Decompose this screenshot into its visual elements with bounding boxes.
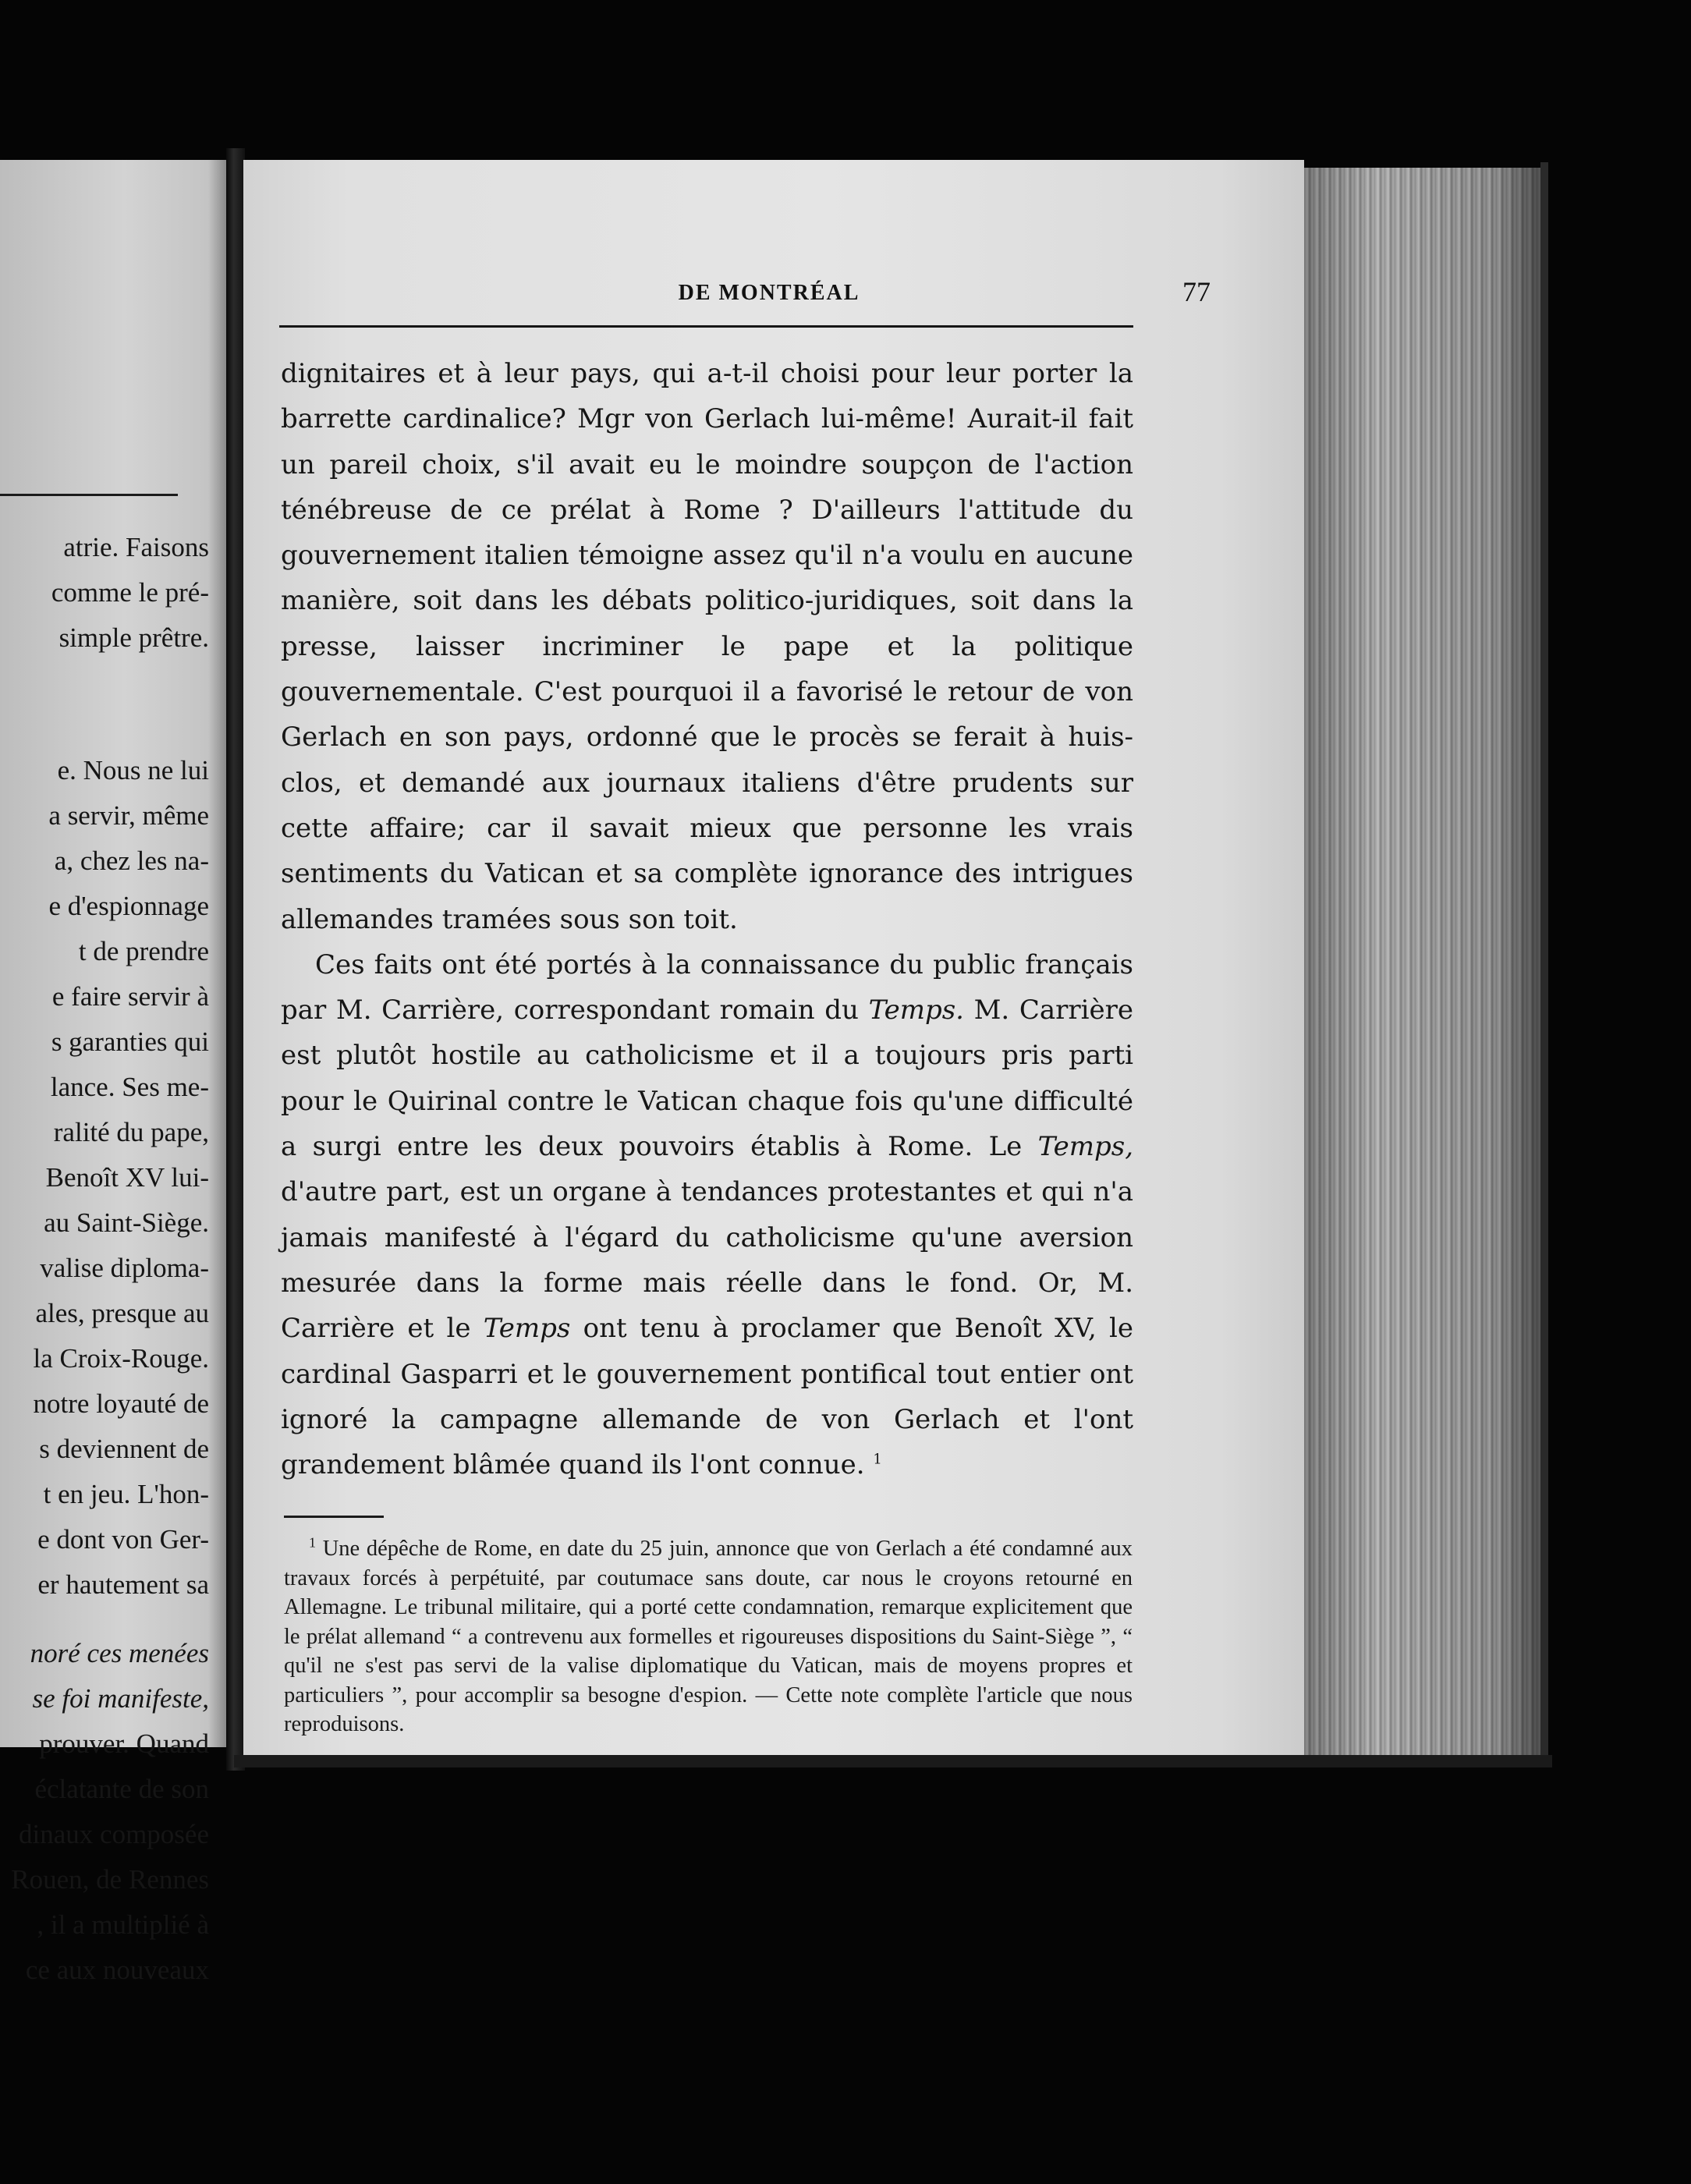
book-gutter xyxy=(226,148,245,1771)
newspaper-title: Temps. xyxy=(868,994,964,1026)
previous-page-line: Benoît XV lui- xyxy=(45,1162,209,1193)
previous-page-line: t en jeu. L'hon- xyxy=(43,1479,209,1509)
page-number: 77 xyxy=(1182,276,1211,307)
header-rule xyxy=(279,325,1133,328)
previous-page-line: prouver. Quand xyxy=(39,1728,209,1759)
previous-page-line: la Croix-Rouge. xyxy=(33,1343,209,1374)
previous-page-line: comme le pré- xyxy=(51,577,209,608)
previous-page-line: lance. Ses me- xyxy=(50,1072,209,1102)
newspaper-title: Temps, xyxy=(1037,1131,1134,1163)
text-run: d'autre part, est un organe à tendances protestantes et qui n'a jamais manifesté à l'égard du catholicisme qu'une aversion mesurée dans la forme mais réelle dans le fond. Or, M. Carrière et le xyxy=(281,1176,1133,1345)
running-head: DE MONTRÉAL xyxy=(678,281,860,305)
previous-page-line: , il a multiplié à xyxy=(37,1909,209,1940)
previous-page-line: Rouen, de Rennes xyxy=(11,1864,209,1895)
previous-page-line: e. Nous ne lui xyxy=(57,755,209,785)
book-edge-cut xyxy=(1540,162,1548,1763)
previous-page-line: ralité du pape, xyxy=(53,1117,209,1147)
previous-page-line: s deviennent de xyxy=(39,1434,209,1464)
paragraph xyxy=(281,942,1133,1488)
previous-page-line: s garanties qui xyxy=(51,1026,209,1057)
footnote-marker: 1 xyxy=(309,1534,316,1551)
previous-page-line: simple prêtre. xyxy=(58,622,209,653)
text-run: Ces faits ont été portés à la connaissance du public français par M. Carrière, correspondant romain du xyxy=(281,948,1133,1026)
previous-page-header-rule xyxy=(0,494,178,496)
previous-page-line: er hautement sa xyxy=(37,1569,209,1600)
previous-page xyxy=(0,160,226,1985)
previous-page-line: au Saint-Siège. xyxy=(44,1207,209,1238)
previous-page-line: notre loyauté de xyxy=(33,1388,209,1419)
book-edge-shading xyxy=(1304,168,1543,1763)
footnote-rule xyxy=(284,1516,384,1518)
paragraph: dignitaires et à leur pays, qui a-t-il choisi pour leur porter la barrette cardinalice? Mgr von Gerlach lui-même! Aurait-il fait un pareil choix, s'il avait eu le moindre soupçon de l'action ténébreuse de ce prélat à Rome ? D'ailleurs l'attitude du gouvernement italien témoigne assez qu'il n'a voulu en aucune manière, soit dans les débats politico-juridiques, soit dans la presse, laisser incriminer le pape et la politique gouvernementale. C'est pourquoi il a favorisé le retour de von Gerlach en son pays, ordonné que le procès se ferait à huis-clos, et demandé aux journaux italiens d'être prudents sur cette affaire; car il savait mieux que personne les vrais sentiments du Vatican et sa complète ignorance des intrigues allemandes tramées sous son toit. xyxy=(281,358,1133,935)
newspaper-title: Temps xyxy=(483,1313,571,1345)
previous-page-line: atrie. Faisons xyxy=(63,532,209,562)
previous-page-line: ales, presque au xyxy=(35,1298,209,1328)
body-text xyxy=(281,351,1133,1487)
previous-page-line: a, chez les na- xyxy=(54,846,209,876)
previous-page-line: se foi manifeste, xyxy=(32,1683,209,1714)
previous-page-line: noré ces menées xyxy=(30,1638,209,1668)
text-run: ont tenu à proclamer que Benoît XV, le cardinal Gasparri et le gouvernement pontifical tout entier ont ignoré la campagne allemande de von Gerlach et l'ont grandement blâmée quand ils l'ont connue. xyxy=(281,1313,1134,1481)
text-run: M. Carrière est plutôt hostile au catholicisme et il a toujours pris parti pour le Quirinal contre le Vatican chaque fois qu'une difficulté a surgi entre les deux pouvoirs établis à Rome. Le xyxy=(281,994,1134,1163)
previous-page-line: ce aux nouveaux xyxy=(25,1955,209,1985)
current-page xyxy=(243,160,1304,1763)
previous-page-line: éclatante de son xyxy=(34,1774,209,1804)
previous-page-line: e dont von Ger- xyxy=(37,1524,209,1555)
previous-page-line: a servir, même xyxy=(48,800,209,831)
book-bottom-shadow xyxy=(234,1755,1552,1767)
footnote-reference: 1 xyxy=(873,1451,882,1468)
previous-page-line: e faire servir à xyxy=(51,981,209,1012)
footnote-text: Une dépêche de Rome, en date du 25 juin, annonce que von Gerlach a été condamné aux travaux forcés à perpétuité, par coutumace sans doute, car nous le croyons retourné en Allemagne. Le tribunal militaire, qui a porté cette condamnation, remarque explicitement que le prélat allemand “ a contrevenu aux formelles et rigoureuses dispositions du Saint-Siège ”, “ qu'il ne s'est pas servi de la valise diplomatique du Vatican, mais de moyens propres et particuliers ”, pour accomplir sa besogne d'espion. — Cette note complète l'article que nous reproduisons. xyxy=(284,1537,1133,1736)
previous-page-line: dinaux composée xyxy=(19,1819,209,1849)
previous-page-line: t de prendre xyxy=(78,936,209,966)
previous-page-line: e d'espionnage xyxy=(48,891,209,921)
previous-page-line: valise diploma- xyxy=(40,1253,209,1283)
footnote xyxy=(284,1534,1133,1739)
